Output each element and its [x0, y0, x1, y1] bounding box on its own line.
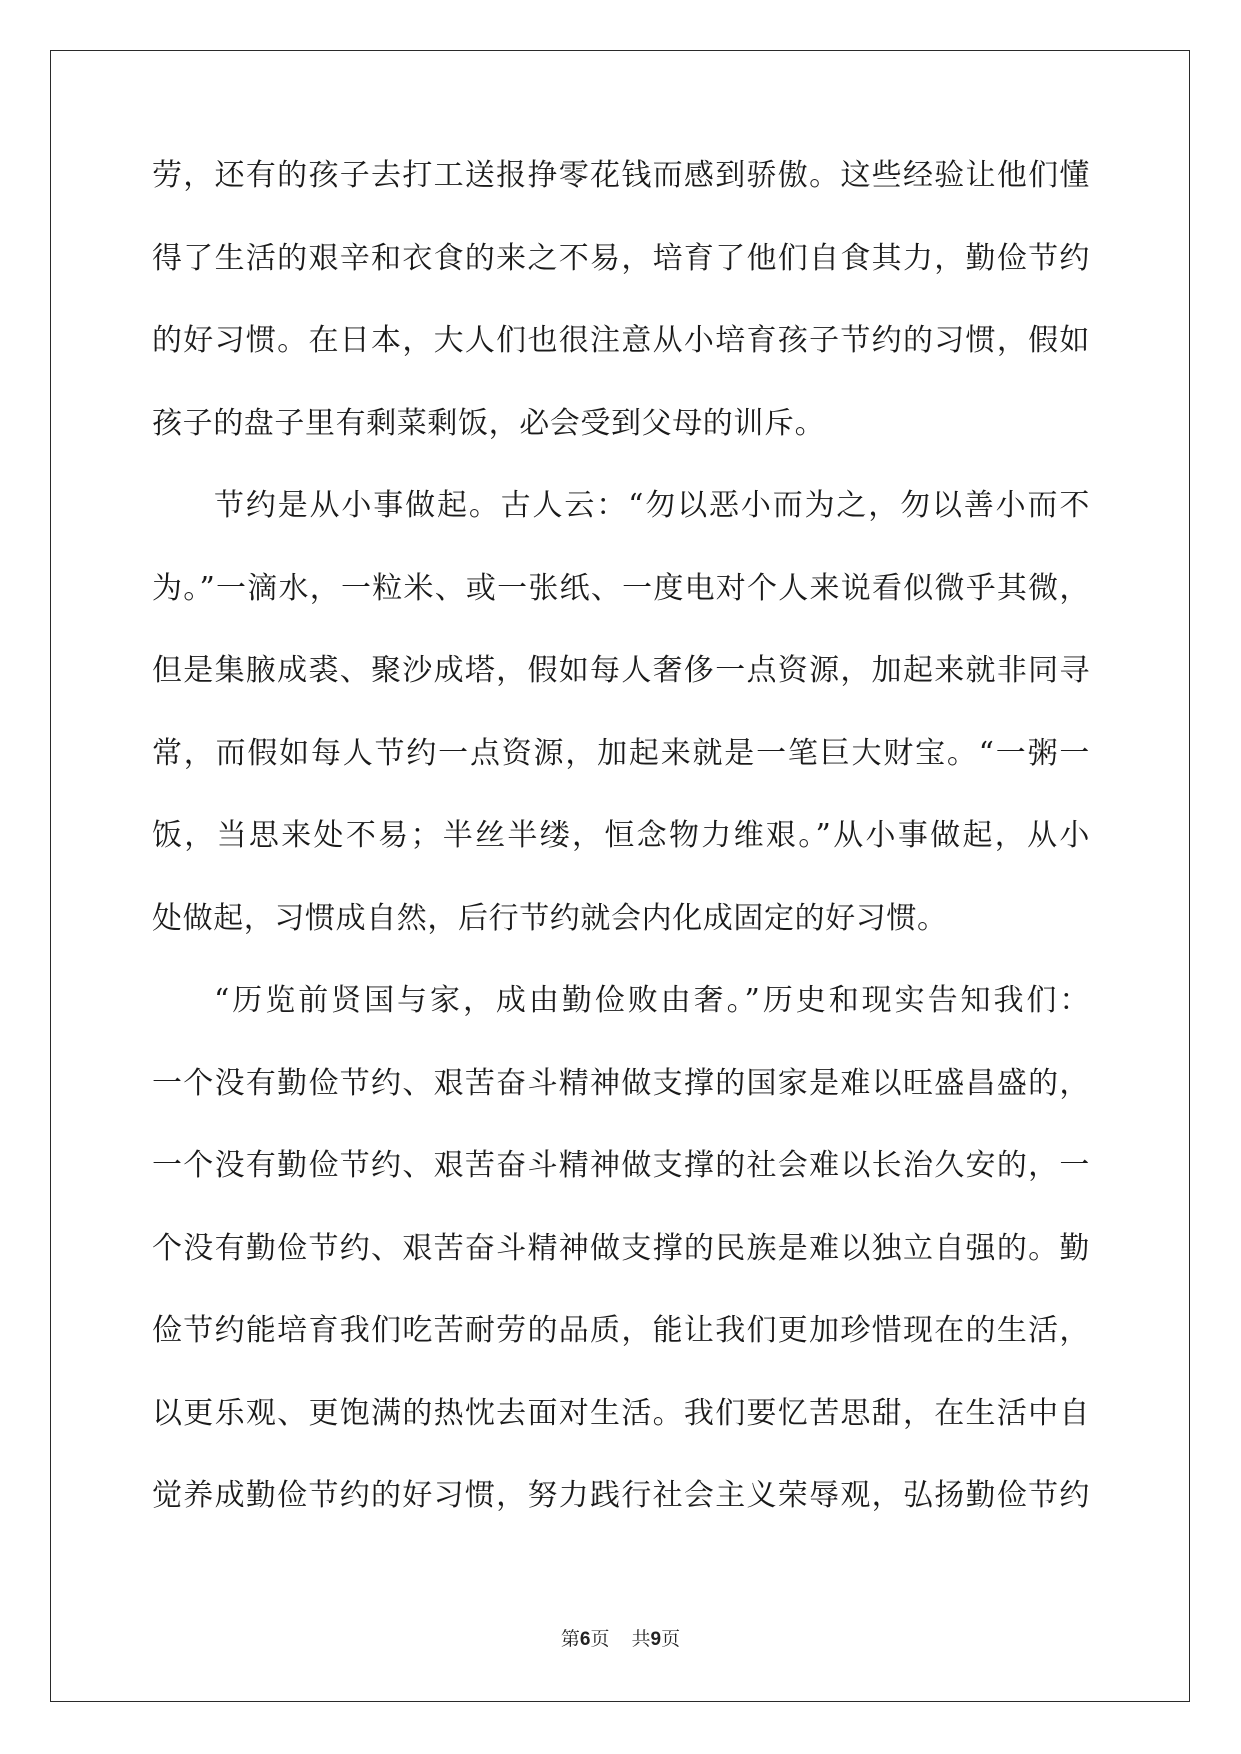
- page-prefix: 第: [560, 1629, 580, 1650]
- total-prefix: 共: [631, 1629, 651, 1650]
- current-page-number: 6: [579, 1629, 591, 1650]
- text-line: 一个没有勤俭节约、艰苦奋斗精神做支撑的社会难以长治久安的，一: [152, 1148, 1090, 1183]
- total-suffix: 页: [661, 1629, 681, 1650]
- text-line: 处做起，习惯成自然，后行节约就会内化成固定的好习惯。: [152, 900, 948, 936]
- text-line: 但是集腋成裘、聚沙成塔，假如每人奢侈一点资源，加起来就非同寻: [152, 653, 1090, 688]
- text-line: 的好习惯。在日本，大人们也很注意从小培育孩子节约的习惯，假如: [152, 323, 1090, 358]
- total-page-number: 9: [650, 1629, 662, 1650]
- text-line: 常，而假如每人节约一点资源，加起来就是一笔巨大财宝。“一粥一: [152, 735, 1090, 771]
- text-line: 节约是从小事做起。古人云：“勿以恶小而为之，勿以善小而不: [214, 488, 1090, 523]
- text-line: 劳，还有的孩子去打工送报挣零花钱而感到骄傲。这些经验让他们懂: [152, 158, 1090, 193]
- text-line: 饭，当思来处不易；半丝半缕，恒念物力维艰。”从小事做起，从小: [152, 818, 1090, 853]
- text-line: 得了生活的艰辛和衣食的来之不易，培育了他们自食其力，勤俭节约: [152, 240, 1090, 276]
- text-line: 觉养成勤俭节约的好习惯，努力践行社会主义荣辱观，弘扬勤俭节约: [152, 1478, 1090, 1513]
- text-line: “历览前贤国与家，成由勤俭败由奢。”历史和现实告知我们：: [214, 983, 1090, 1018]
- text-line: 一个没有勤俭节约、艰苦奋斗精神做支撑的国家是难以旺盛昌盛的，: [152, 1065, 1090, 1101]
- text-line: 俭节约能培育我们吃苦耐劳的品质，能让我们更加珍惜现在的生活，: [152, 1313, 1090, 1348]
- text-line: 为。”一滴水，一粒米、或一张纸、一度电对个人来说看似微乎其微，: [152, 570, 1090, 606]
- body-text: [152, 158, 1090, 1561]
- text-line: 孩子的盘子里有剩菜剩饭，必会受到父母的训斥。: [152, 405, 826, 441]
- text-line: 个没有勤俭节约、艰苦奋斗精神做支撑的民族是难以独立自强的。勤: [152, 1230, 1090, 1266]
- page-number-footer: [0, 1624, 1241, 1651]
- page-suffix: 页: [590, 1629, 610, 1650]
- text-line: 以更乐观、更饱满的热忱去面对生活。我们要忆苦思甜，在生活中自: [152, 1395, 1090, 1431]
